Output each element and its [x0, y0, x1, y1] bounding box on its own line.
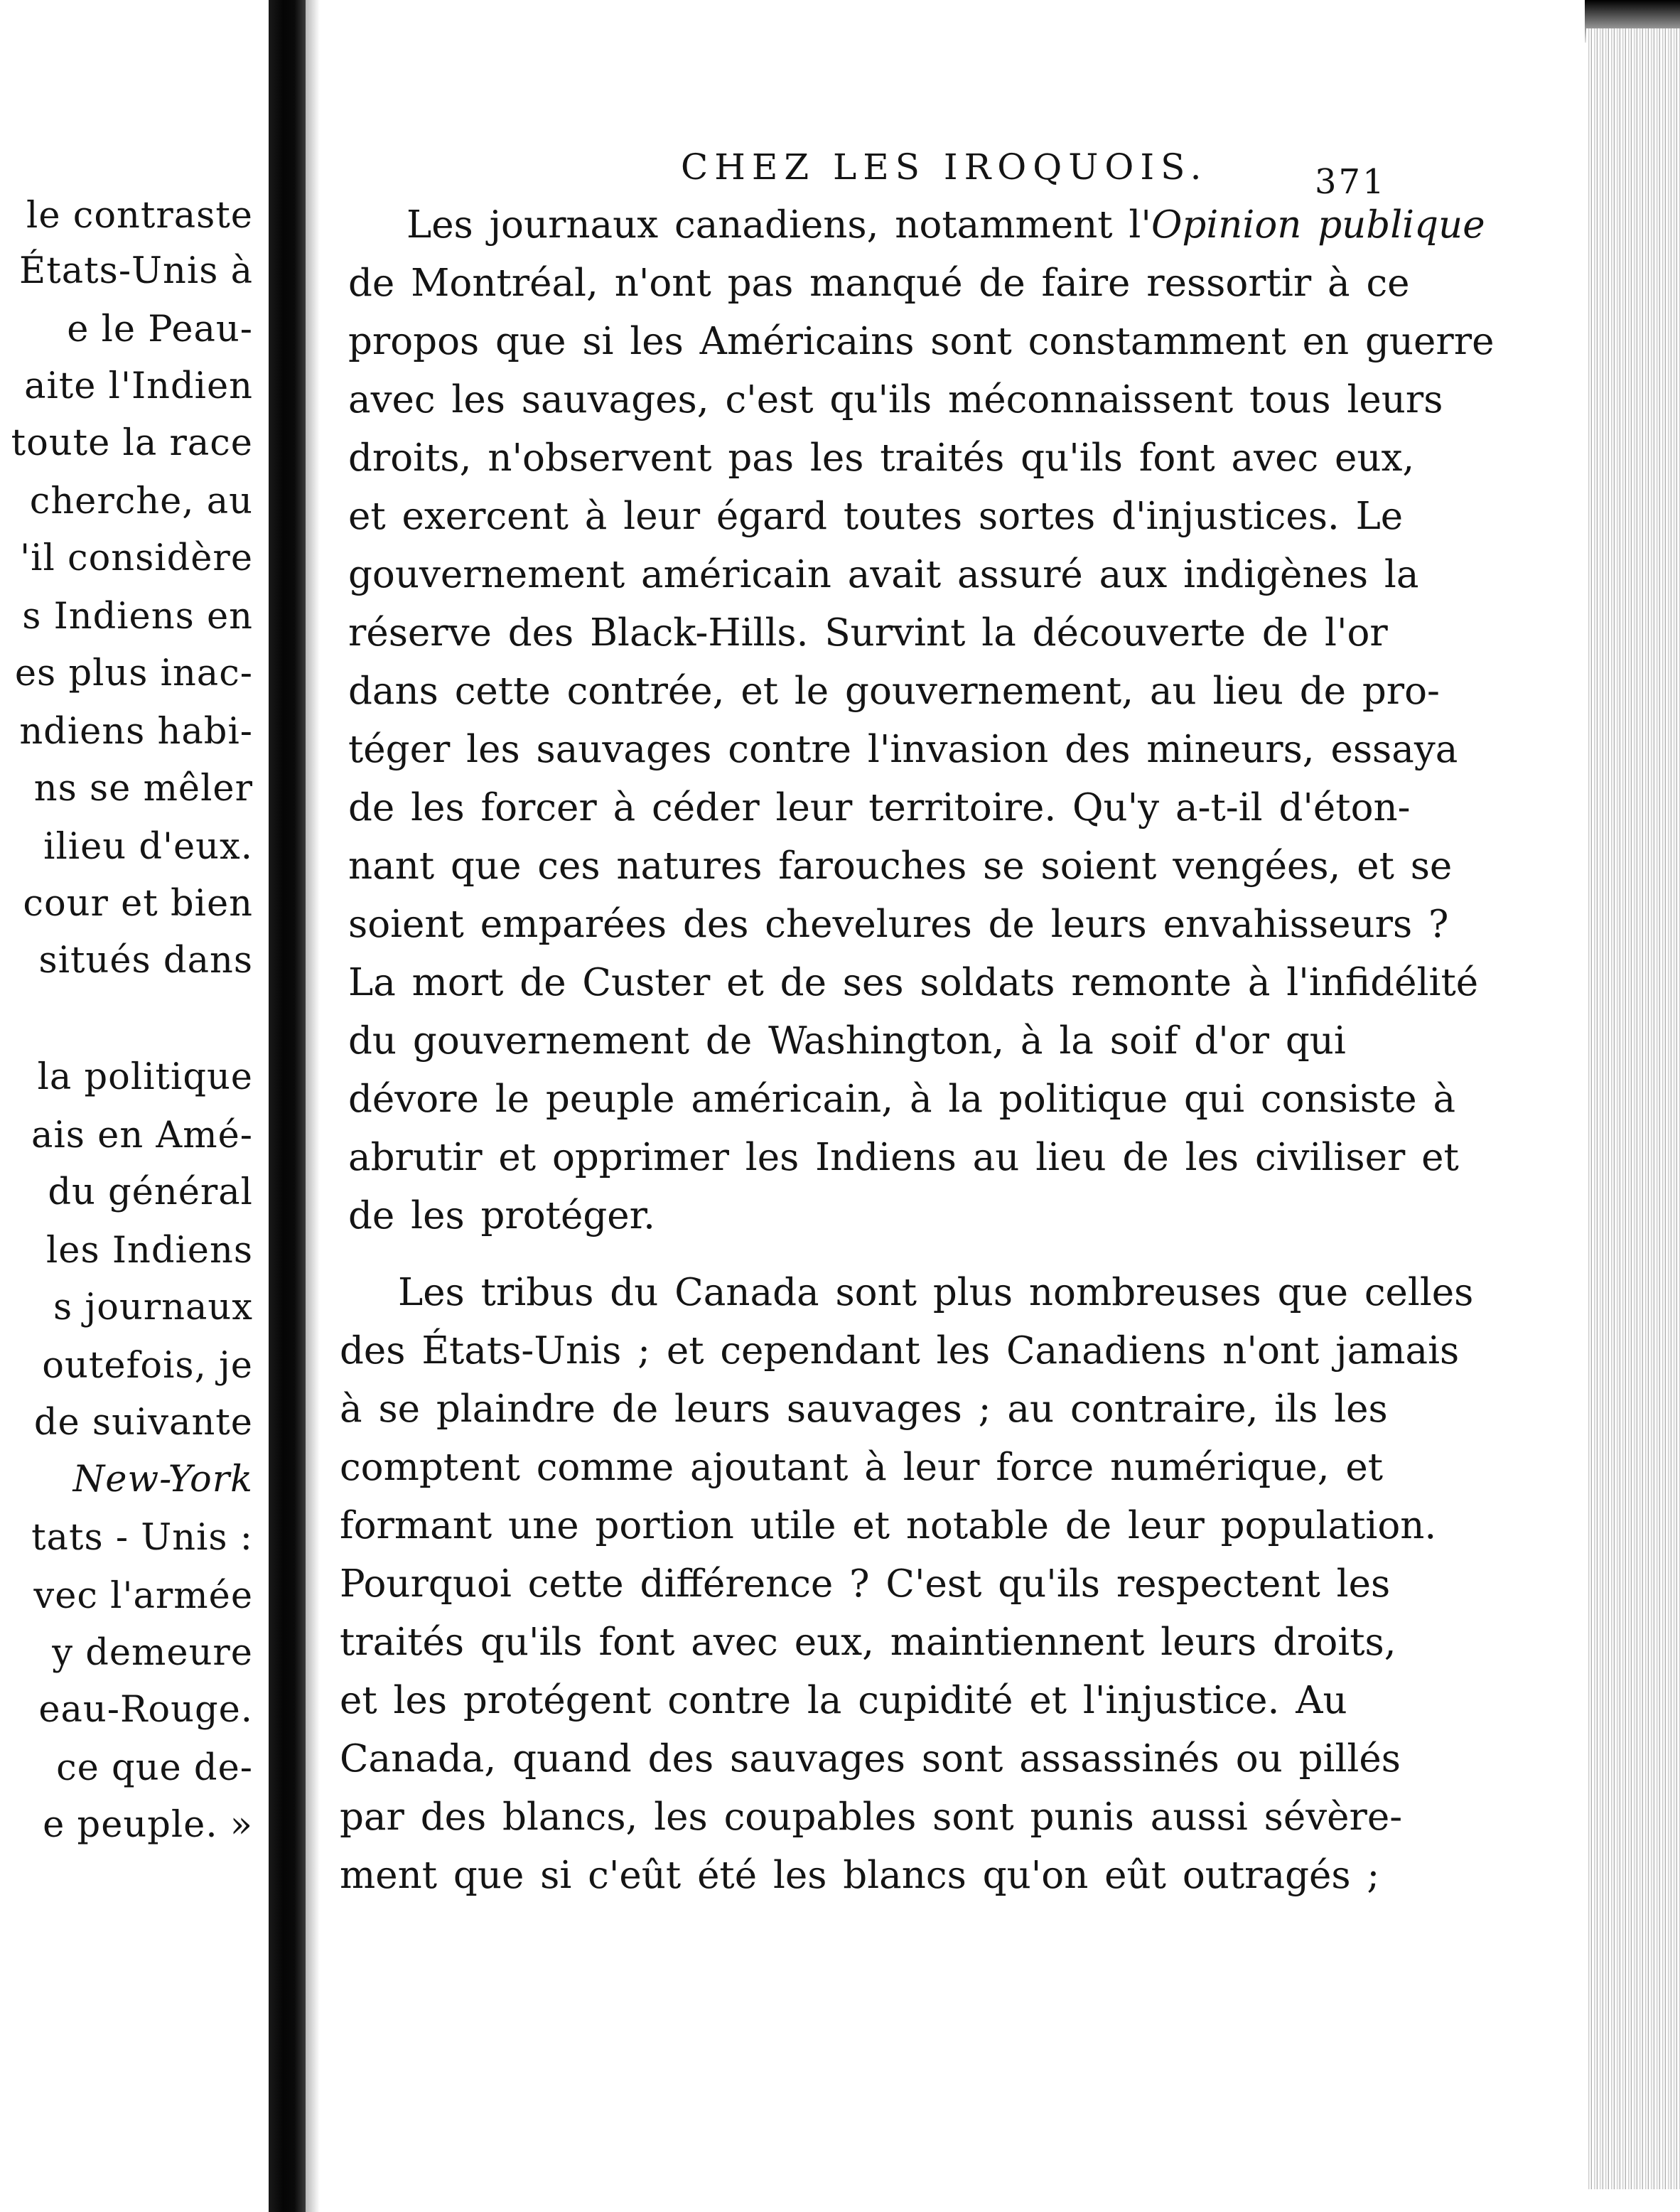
page-number: 371	[1315, 162, 1386, 202]
paragraph-2-line: comptent comme ajoutant à leur force numérique, et	[340, 1446, 1384, 1489]
paragraph-2-line: Les tribus du Canada sont plus nombreuses que celles	[398, 1271, 1474, 1314]
left-line: y demeure	[52, 1632, 253, 1674]
left-line: New-York	[72, 1459, 253, 1500]
left-line: les Indiens	[45, 1230, 253, 1272]
left-line: e peuple. »	[43, 1804, 253, 1846]
paragraph-2-line: des États-Unis ; et cependant les Canadiens n'ont jamais	[340, 1329, 1460, 1373]
paragraph-1-line: dévore le peuple américain, à la politique qui consiste à	[348, 1078, 1456, 1121]
left-line: du général	[48, 1171, 253, 1213]
paragraph-1-line: nant que ces natures farouches se soient vengées, et se	[348, 844, 1453, 888]
paragraph-2-line: et les protégent contre la cupidité et l'injustice. Au	[340, 1679, 1347, 1722]
left-line: 'il considère	[20, 537, 253, 579]
paragraph-1-line: réserve des Black-Hills. Survint la découverte de l'or	[348, 611, 1388, 655]
paragraph-1-line: dans cette contrée, et le gouvernement, au lieu de pro-	[348, 670, 1440, 713]
paragraph-1-line: abrutir et opprimer les Indiens au lieu de les civiliser et	[348, 1136, 1459, 1179]
left-line: vec l'armée	[33, 1575, 253, 1617]
paragraph-1-line: du gouvernement de Washington, à la soif d'or qui	[348, 1019, 1346, 1063]
running-header: CHEZ LES IROQUOIS.	[681, 146, 1208, 188]
paragraph-1-line	[348, 203, 1485, 247]
paragraph-1-line: soient emparées des chevelures de leurs envahisseurs ?	[348, 903, 1449, 946]
paragraph-2-line: ment que si c'eût été les blancs qu'on eût outragés ;	[340, 1854, 1380, 1897]
paragraph-1-line: téger les sauvages contre l'invasion des mineurs, essaya	[348, 728, 1458, 771]
left-line: eau-Rouge.	[38, 1689, 253, 1731]
left-line: États-Unis à	[19, 250, 253, 292]
left-line: toute la race	[11, 422, 253, 464]
left-line: le contraste	[26, 195, 253, 237]
paragraph-1-line: propos que si les Américains sont constamment en guerre	[348, 320, 1495, 363]
paragraph-2-line: formant une portion utile et notable de leur population.	[340, 1504, 1437, 1547]
gutter-shadow	[306, 0, 320, 2212]
paragraph-1-line: avec les sauvages, c'est qu'ils méconnaissent tous leurs	[348, 378, 1443, 422]
left-line: e le Peau-	[67, 308, 253, 350]
left-line: cour et bien	[23, 883, 253, 925]
paragraph-2-line: Canada, quand des sauvages sont assassinés ou pillés	[340, 1737, 1401, 1781]
left-line: ndiens habi-	[19, 711, 253, 753]
paragraph-1-line: de Montréal, n'ont pas manqué de faire ressortir à ce	[348, 262, 1410, 305]
left-line: ns se mêler	[33, 768, 253, 810]
paragraph-1-line: gouvernement américain avait assuré aux indigènes la	[348, 553, 1419, 596]
paragraph-2-line: traités qu'ils font avec eux, maintiennent leurs droits,	[340, 1621, 1396, 1664]
paragraph-1-line: de les forcer à céder leur territoire. Qu'y a-t-il d'éton-	[348, 786, 1411, 830]
book-gutter	[269, 0, 306, 2212]
paragraph-1-line: La mort de Custer et de ses soldats remonte à l'infidélité	[348, 961, 1479, 1004]
left-line: ais en Amé-	[31, 1115, 253, 1156]
newspaper-title: Opinion publique	[1151, 203, 1485, 247]
page-edges	[1586, 28, 1680, 2189]
left-line: s journaux	[53, 1287, 253, 1328]
paragraph-2-line: par des blancs, les coupables sont punis aussi sévère-	[340, 1795, 1403, 1839]
paragraph-1-line: et exercent à leur égard toutes sortes d'injustices. Le	[348, 495, 1404, 538]
paragraph-2-line: Pourquoi cette différence ? C'est qu'ils respectent les	[340, 1562, 1391, 1606]
left-line: situés dans	[38, 940, 253, 982]
left-facing-page	[0, 0, 269, 2212]
left-line: ilieu d'eux.	[43, 826, 253, 868]
paragraph-1-line-text: Les journaux canadiens, notamment l'	[406, 203, 1151, 247]
paragraph-1-line: de les protéger.	[348, 1194, 655, 1237]
left-line: la politique	[37, 1056, 253, 1098]
left-line: es plus inac-	[14, 653, 253, 694]
left-line: s Indiens en	[22, 596, 253, 638]
left-line: ce que de-	[56, 1747, 253, 1789]
paragraph-1-line: droits, n'observent pas les traités qu'ils font avec eux,	[348, 436, 1415, 480]
left-line: tats - Unis :	[31, 1517, 253, 1559]
left-line: outefois, je	[42, 1345, 253, 1387]
left-line: de suivante	[33, 1402, 253, 1444]
left-line: cherche, au	[29, 480, 253, 522]
left-line: aite l'Indien	[24, 365, 253, 407]
paragraph-2-line: à se plaindre de leurs sauvages ; au contraire, ils les	[340, 1387, 1388, 1431]
